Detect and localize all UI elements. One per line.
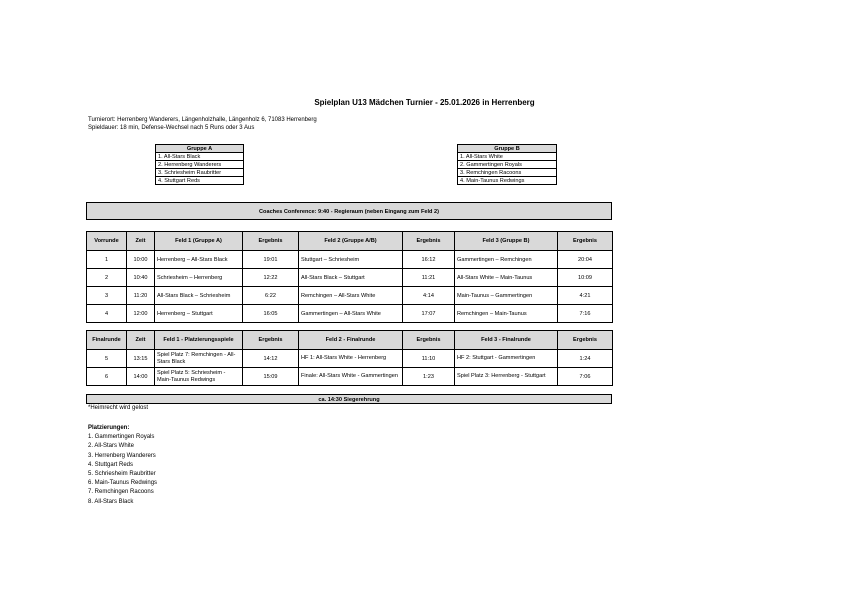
table-row [87, 350, 613, 368]
group-b-team: 2. Gammertingen Royals [458, 161, 557, 169]
result-cell: 6:22 [243, 287, 299, 305]
final-table [86, 330, 613, 386]
col-header: Feld 2 - Finalrunde [299, 331, 403, 350]
table-row [87, 251, 613, 269]
result-cell: 15:09 [243, 368, 299, 386]
ranking-item: 8. All-Stars Black [88, 498, 134, 505]
result-cell: 12:22 [243, 269, 299, 287]
match-cell: Remchingen – All-Stars White [299, 287, 403, 305]
round-cell: 2 [87, 269, 127, 287]
result-cell: 11:21 [403, 269, 455, 287]
result-cell: 11:10 [403, 350, 455, 368]
col-header: Zeit [127, 232, 155, 251]
col-header: Feld 3 - Finalrunde [455, 331, 558, 350]
final-header-row [87, 331, 613, 350]
page-title: Spielplan U13 Mädchen Turnier - 25.01.2026 in Herrenberg [314, 98, 535, 107]
time-cell: 10:40 [127, 269, 155, 287]
ceremony-bar: ca. 14:30 Siegerehrung [86, 394, 612, 404]
col-header: Vorrunde [87, 232, 127, 251]
result-cell: 10:09 [558, 269, 613, 287]
col-header: Ergebnis [558, 331, 613, 350]
time-cell: 14:00 [127, 368, 155, 386]
round-cell: 4 [87, 305, 127, 323]
match-cell: Herrenberg – All-Stars Black [155, 251, 243, 269]
result-cell: 4:14 [403, 287, 455, 305]
prelim-header-row [87, 232, 613, 251]
col-header: Ergebnis [403, 232, 455, 251]
col-header: Finalrunde [87, 331, 127, 350]
col-header: Feld 1 - Platzierungsspiele [155, 331, 243, 350]
ranking-item: 1. Gammertingen Royals [88, 434, 155, 441]
group-b-team: 1. All-Stars White [458, 153, 557, 161]
result-cell: 16:12 [403, 251, 455, 269]
table-row [87, 305, 613, 323]
duration-text: Spieldauer: 18 min, Defense-Wechsel nach 5 Runs oder 3 Aus [88, 125, 255, 131]
match-cell: Schriesheim – Herrenberg [155, 269, 243, 287]
match-cell: Spiel Platz 7: Remchingen - All-Stars Black [155, 350, 243, 368]
col-header: Ergebnis [558, 232, 613, 251]
col-header: Zeit [127, 331, 155, 350]
result-cell: 4:21 [558, 287, 613, 305]
table-row [87, 269, 613, 287]
round-cell: 5 [87, 350, 127, 368]
match-cell: Main-Taunus – Gammertingen [455, 287, 558, 305]
result-cell: 7:06 [558, 368, 613, 386]
ranking-item: 6. Main-Taunus Redwings [88, 480, 158, 487]
ranking-item: 2. All-Stars White [88, 443, 135, 450]
venue-text: Turnierort: Herrenberg Wanderers, Längenholzhalle, Längenholz 6, 71083 Herrenberg [88, 117, 317, 123]
result-cell: 20:04 [558, 251, 613, 269]
round-cell: 1 [87, 251, 127, 269]
group-a-team: 4. Stuttgart Reds [156, 177, 244, 185]
time-cell: 13:15 [127, 350, 155, 368]
group-b-table [457, 144, 557, 185]
col-header: Feld 2 (Gruppe A/B) [299, 232, 403, 251]
prelim-table [86, 231, 613, 323]
match-cell: HF 1: All-Stars White - Herrenberg [299, 350, 403, 368]
match-cell: All-Stars Black – Stuttgart [299, 269, 403, 287]
result-cell: 19:01 [243, 251, 299, 269]
time-cell: 12:00 [127, 305, 155, 323]
round-cell: 3 [87, 287, 127, 305]
match-cell: Spiel Platz 3: Herrenberg - Stuttgart [455, 368, 558, 386]
match-cell: All-Stars Black – Schriesheim [155, 287, 243, 305]
ranking-item: 5. Schriesheim Raubritter [88, 471, 156, 478]
time-cell: 10:00 [127, 251, 155, 269]
result-cell: 7:16 [558, 305, 613, 323]
group-a-header: Gruppe A [156, 145, 244, 153]
match-cell: Gammertingen – All-Stars White [299, 305, 403, 323]
col-header: Feld 1 (Gruppe A) [155, 232, 243, 251]
ranking-item: 4. Stuttgart Reds [88, 461, 134, 468]
col-header: Ergebnis [403, 331, 455, 350]
match-cell: Spiel Platz 5: Schriesheim - Main-Taunus Redwings [155, 368, 243, 386]
result-cell: 16:05 [243, 305, 299, 323]
time-cell: 11:20 [127, 287, 155, 305]
group-a-table [155, 144, 244, 185]
round-cell: 6 [87, 368, 127, 386]
result-cell: 1:24 [558, 350, 613, 368]
table-row [87, 287, 613, 305]
match-cell: Stuttgart – Schriesheim [299, 251, 403, 269]
col-header: Ergebnis [243, 232, 299, 251]
result-cell: 14:12 [243, 350, 299, 368]
ranking-item: 3. Herrenberg Wanderers [88, 452, 156, 459]
group-b-team: 4. Main-Taunus Redwings [458, 177, 557, 185]
group-a-team: 2. Herrenberg Wanderers [156, 161, 244, 169]
match-cell: HF 2: Stuttgart - Gammertingen [455, 350, 558, 368]
result-cell: 1:23 [403, 368, 455, 386]
match-cell: Remchingen – Main-Taunus [455, 305, 558, 323]
coaches-conference-bar: Coaches Conference: 9:40 - Regieraum (neben Eingang zum Feld 2) [86, 202, 612, 220]
match-cell: All-Stars White – Main-Taunus [455, 269, 558, 287]
ranking-title: Platzierungen: [88, 425, 130, 431]
group-b-header: Gruppe B [458, 145, 557, 153]
group-a-team: 1. All-Stars Black [156, 153, 244, 161]
result-cell: 17:07 [403, 305, 455, 323]
match-cell: Gammertingen – Remchingen [455, 251, 558, 269]
ranking-item: 7. Remchingen Racoons [88, 489, 154, 496]
col-header: Feld 3 (Gruppe B) [455, 232, 558, 251]
col-header: Ergebnis [243, 331, 299, 350]
match-cell: Herrenberg – Stuttgart [155, 305, 243, 323]
home-rule-note: *Heimrecht wird gelost [88, 405, 149, 411]
match-cell: Finale: All-Stars White - Gammertingen [299, 368, 403, 386]
group-b-team: 3. Remchingen Racoons [458, 169, 557, 177]
group-a-team: 3. Schriesheim Raubritter [156, 169, 244, 177]
ranking-list [88, 424, 157, 507]
table-row [87, 368, 613, 386]
